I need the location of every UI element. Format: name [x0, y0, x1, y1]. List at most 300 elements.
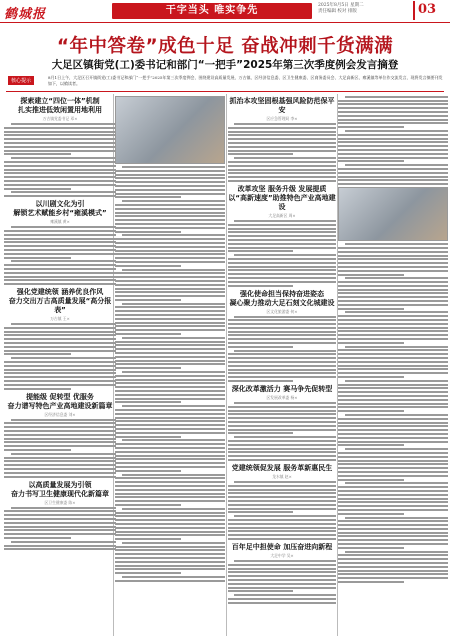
text-line — [122, 303, 225, 305]
text-line — [338, 289, 448, 291]
text-line — [228, 440, 336, 442]
text-line — [338, 365, 448, 367]
text-line — [338, 384, 448, 386]
text-line — [228, 169, 336, 171]
text-line — [338, 509, 448, 511]
text-line — [228, 266, 336, 268]
text-line — [115, 288, 225, 290]
text-line — [338, 535, 448, 537]
text-line — [234, 157, 336, 159]
text-line — [4, 514, 116, 516]
text-line — [4, 331, 116, 333]
text-line — [338, 547, 404, 549]
text-line — [115, 489, 225, 491]
text-line — [11, 260, 116, 262]
text-line — [338, 376, 404, 378]
newspaper-logo: 鹤城报 — [4, 7, 47, 22]
text-line — [338, 126, 404, 128]
text-line — [122, 474, 225, 476]
text-line — [234, 515, 336, 517]
text-line — [228, 429, 336, 431]
text-line — [338, 562, 448, 564]
intro-tag: 核心提示 — [8, 76, 34, 85]
text-line — [115, 284, 225, 286]
text-line — [4, 188, 71, 190]
text-line — [228, 504, 336, 506]
article-title: 强化党建统领 涵养优良作风 奋力交出万古高质量发展“高分报表” — [8, 288, 112, 315]
text-line — [4, 537, 71, 539]
text-line — [122, 508, 225, 510]
text-line — [234, 594, 336, 596]
text-line — [115, 546, 225, 548]
text-line — [122, 337, 225, 339]
text-line — [338, 319, 448, 321]
text-line — [4, 169, 116, 171]
text-line — [115, 352, 225, 354]
text-line — [122, 200, 225, 202]
text-line — [115, 181, 225, 183]
article-title: 百年足中担使命 加压奋进向新程 — [231, 542, 333, 551]
text-line — [115, 549, 225, 551]
text-line — [115, 360, 225, 362]
article-body — [338, 96, 448, 185]
text-line — [338, 501, 448, 503]
text-line — [228, 150, 336, 152]
text-line — [228, 425, 336, 427]
text-line — [4, 438, 116, 440]
text-line — [338, 539, 448, 541]
text-line — [11, 453, 116, 455]
text-line — [115, 436, 181, 438]
main-headline: “年中答卷”成色十足 奋战冲刺千货满满 — [56, 36, 394, 57]
text-line — [345, 482, 448, 484]
text-line — [338, 372, 448, 374]
text-line — [338, 149, 448, 151]
text-line — [4, 245, 116, 247]
slogan-banner — [112, 3, 312, 19]
article-byline: 大足高新区 周× — [268, 212, 296, 218]
text-line — [4, 388, 71, 390]
text-line — [115, 322, 225, 324]
text-line — [115, 280, 225, 282]
text-line — [228, 455, 336, 457]
text-line — [115, 572, 181, 574]
text-line — [228, 451, 336, 453]
article-body — [228, 316, 336, 383]
text-line — [345, 448, 448, 450]
text-line — [338, 425, 448, 427]
text-line — [115, 363, 225, 365]
text-line — [4, 338, 116, 340]
column-2 — [115, 94, 225, 638]
text-line — [115, 424, 225, 426]
text-line — [228, 138, 336, 140]
text-line — [338, 361, 448, 363]
text-line — [228, 380, 293, 382]
text-line — [4, 150, 116, 152]
text-line — [338, 255, 448, 257]
text-line — [338, 573, 448, 575]
article-title: 抓治本攻坚固根基强风险防范保平安 — [229, 97, 335, 114]
text-line — [4, 279, 116, 281]
text-line — [345, 551, 448, 553]
text-line — [4, 342, 116, 344]
text-line — [228, 602, 336, 604]
article-title: 探索建立“四位一体”机制 扎实推进低效闲置用地利用 — [18, 97, 102, 114]
text-line — [338, 183, 448, 185]
text-line — [228, 327, 336, 329]
text-line — [228, 564, 336, 566]
text-line — [338, 444, 404, 446]
text-line — [115, 314, 225, 316]
text-line — [228, 357, 336, 359]
text-line — [338, 357, 448, 359]
article-body — [4, 226, 116, 285]
text-line — [228, 508, 336, 510]
text-line — [228, 180, 336, 182]
text-line — [345, 346, 448, 348]
text-line — [338, 479, 404, 481]
text-line — [228, 459, 336, 461]
date-text: 2025年8月5日 星期二 — [318, 3, 364, 8]
text-line — [234, 254, 336, 256]
text-line — [228, 258, 336, 260]
text-line — [115, 401, 181, 403]
text-line — [345, 277, 448, 279]
text-line — [338, 528, 448, 530]
text-line — [338, 475, 448, 477]
text-line — [115, 212, 225, 214]
text-line — [4, 522, 116, 524]
text-line — [115, 462, 225, 464]
text-line — [4, 172, 116, 174]
text-line — [338, 581, 404, 583]
text-line — [115, 379, 225, 381]
text-line — [338, 558, 448, 560]
article-byline: 万古镇党委书记 邓× — [42, 116, 78, 121]
text-line — [338, 103, 448, 105]
column-4 — [338, 94, 448, 638]
text-line — [4, 346, 116, 348]
text-line — [115, 447, 225, 449]
text-line — [115, 413, 225, 415]
text-line — [4, 434, 116, 436]
text-line — [115, 481, 225, 483]
text-line — [234, 481, 336, 483]
text-line — [115, 420, 225, 422]
text-line — [115, 246, 225, 248]
column-3 — [228, 94, 336, 638]
text-line — [115, 527, 225, 529]
article-body — [338, 243, 448, 583]
text-line — [115, 295, 225, 297]
text-line — [338, 323, 448, 325]
text-line — [228, 331, 336, 333]
text-line — [228, 534, 336, 536]
article-body — [4, 123, 116, 197]
text-line — [4, 533, 116, 535]
text-line — [4, 476, 116, 478]
text-line — [338, 176, 448, 178]
text-line — [4, 350, 116, 352]
text-line — [338, 145, 448, 147]
text-line — [115, 428, 225, 430]
text-line — [338, 353, 448, 355]
text-line — [115, 534, 225, 536]
text-line — [115, 565, 225, 567]
text-line — [338, 494, 448, 496]
text-line — [4, 353, 71, 355]
text-line — [4, 430, 116, 432]
text-line — [338, 452, 448, 454]
text-line — [228, 277, 336, 279]
text-line — [115, 215, 225, 217]
text-line — [115, 496, 225, 498]
text-line — [115, 329, 225, 331]
text-line — [228, 523, 336, 525]
text-line — [4, 268, 116, 270]
text-line — [122, 234, 225, 236]
text-line — [338, 304, 448, 306]
text-line — [338, 456, 448, 458]
news-photo — [115, 96, 225, 164]
text-line — [115, 386, 225, 388]
text-line — [4, 545, 116, 547]
text-line — [115, 177, 225, 179]
text-line — [115, 515, 225, 517]
text-line — [4, 138, 116, 140]
article-title: 提能级 促转型 优服务 奋力谱写特色产业高地建设新篇章 — [7, 392, 113, 410]
text-line — [338, 441, 448, 443]
article-body — [228, 481, 336, 540]
text-line — [338, 179, 448, 181]
text-line — [338, 463, 448, 465]
text-line — [338, 368, 448, 370]
intro-paragraph: 8月1日上午，大足区召开镇街党(工)委书记和部门“一把手”2025年第三次季度例会，围绕建设高质量发展，万古镇、区经济信息委、区卫生健康委、区商务委员会、大足高新区、雍溪镇等单位作交流发言，现将发言摘要刊发如下，以飨读者。 — [48, 75, 443, 86]
text-line — [115, 325, 225, 327]
text-line — [4, 449, 71, 451]
text-line — [115, 310, 225, 312]
text-line — [115, 500, 225, 502]
text-line — [228, 239, 336, 241]
text-line — [228, 172, 336, 174]
text-line — [228, 319, 336, 321]
text-line — [228, 165, 336, 167]
text-line — [4, 327, 116, 329]
article-title: 改革攻坚 服务升级 发展提质 以“高新速度”助推特色产业高地建设 — [228, 184, 336, 211]
text-line — [4, 146, 116, 148]
text-line — [4, 384, 116, 386]
text-line — [228, 281, 336, 283]
text-line — [4, 422, 116, 424]
text-line — [338, 410, 404, 412]
text-line — [115, 253, 225, 255]
text-line — [338, 418, 448, 420]
text-line — [338, 270, 448, 272]
text-line — [4, 161, 116, 163]
text-line — [228, 127, 336, 129]
text-line — [4, 180, 116, 182]
text-line — [338, 274, 404, 276]
text-line — [4, 276, 116, 278]
text-line — [338, 122, 448, 124]
article-body — [228, 402, 336, 461]
article-title: 深化改革激活力 赛马争先促转型 — [231, 385, 333, 394]
text-line — [338, 505, 448, 507]
text-line — [345, 380, 448, 382]
text-line — [338, 460, 448, 462]
text-line — [115, 333, 181, 335]
text-line — [338, 141, 448, 143]
text-line — [11, 419, 116, 421]
text-line — [338, 433, 448, 435]
text-line — [228, 583, 336, 585]
text-line — [115, 238, 225, 240]
text-line — [228, 575, 336, 577]
text-line — [228, 500, 336, 502]
text-line — [115, 398, 225, 400]
text-line — [338, 554, 448, 556]
text-line — [338, 391, 448, 393]
text-line — [4, 460, 116, 462]
text-line — [4, 253, 116, 255]
article-byline: 区卫生健康委 陈× — [44, 499, 76, 505]
text-line — [11, 357, 116, 359]
text-line — [338, 119, 448, 121]
text-line — [228, 369, 336, 371]
headline-rule — [6, 91, 444, 92]
text-line — [228, 161, 336, 163]
text-line — [228, 224, 336, 226]
text-line — [228, 432, 293, 434]
text-line — [228, 228, 336, 230]
text-line — [338, 399, 448, 401]
text-line — [345, 517, 448, 519]
text-line — [4, 230, 116, 232]
text-line — [234, 402, 336, 404]
text-line — [115, 344, 225, 346]
text-line — [122, 542, 225, 544]
text-line — [4, 283, 116, 285]
text-line — [228, 598, 336, 600]
text-line — [115, 531, 225, 533]
text-line — [228, 269, 336, 271]
text-line — [234, 220, 336, 222]
text-line — [115, 341, 225, 343]
text-line — [338, 292, 448, 294]
article-title: 以高质量发展为引领 奋力书写卫生健康现代化新篇章 — [11, 480, 109, 498]
text-line — [4, 441, 116, 443]
text-line — [122, 405, 225, 407]
text-line — [228, 285, 293, 287]
text-line — [115, 512, 225, 514]
date-line — [318, 3, 364, 15]
text-line — [115, 265, 181, 267]
text-line — [338, 330, 448, 332]
text-line — [115, 276, 225, 278]
text-line — [115, 455, 225, 457]
text-line — [115, 250, 225, 252]
text-line — [115, 394, 225, 396]
text-line — [4, 334, 116, 336]
text-line — [4, 176, 116, 178]
text-line — [115, 185, 225, 187]
text-line — [4, 184, 116, 186]
text-line — [338, 334, 448, 336]
text-line — [4, 369, 116, 371]
text-line — [115, 375, 225, 377]
text-line — [4, 142, 116, 144]
text-line — [4, 257, 71, 259]
text-line — [338, 111, 448, 113]
text-line — [234, 560, 336, 562]
text-line — [338, 467, 448, 469]
text-line — [115, 504, 181, 506]
text-line — [228, 530, 336, 532]
text-line — [4, 426, 116, 428]
text-line — [228, 131, 336, 133]
text-line — [228, 568, 336, 570]
text-line — [4, 372, 116, 374]
text-line — [228, 323, 336, 325]
text-line — [115, 477, 225, 479]
text-line — [115, 193, 225, 195]
text-line — [228, 590, 293, 592]
article-byline: 万古镇 王× — [50, 316, 70, 322]
text-line — [228, 444, 336, 446]
text-line — [4, 238, 116, 240]
news-photo — [338, 187, 448, 241]
text-line — [228, 342, 336, 344]
text-line — [11, 191, 116, 193]
text-line — [338, 486, 448, 488]
text-line — [115, 174, 225, 176]
text-line — [228, 376, 336, 378]
text-line — [4, 468, 116, 470]
text-line — [345, 243, 448, 245]
text-line — [228, 243, 336, 245]
text-line — [338, 513, 404, 515]
text-line — [228, 353, 336, 355]
text-line — [4, 195, 116, 197]
text-line — [4, 376, 116, 378]
article-title: 党建统领促发展 服务革新惠民生 — [231, 464, 333, 472]
text-line — [115, 561, 225, 563]
text-line — [338, 437, 448, 439]
text-line — [4, 526, 116, 528]
article-byline: 龙水镇 赵× — [272, 474, 292, 479]
text-line — [338, 577, 448, 579]
text-line — [4, 457, 116, 459]
article-body — [228, 123, 336, 182]
article-body — [4, 419, 116, 478]
text-line — [115, 458, 225, 460]
text-line — [115, 568, 225, 570]
text-line — [115, 356, 225, 358]
text-line — [115, 519, 225, 521]
text-line — [115, 443, 225, 445]
text-line — [122, 439, 225, 441]
text-line — [338, 349, 448, 351]
text-line — [115, 227, 225, 229]
article-body — [228, 560, 336, 604]
text-line — [228, 262, 336, 264]
text-line — [338, 281, 448, 283]
text-line — [11, 123, 116, 125]
text-line — [338, 520, 448, 522]
text-line — [234, 436, 336, 438]
text-line — [228, 176, 336, 178]
